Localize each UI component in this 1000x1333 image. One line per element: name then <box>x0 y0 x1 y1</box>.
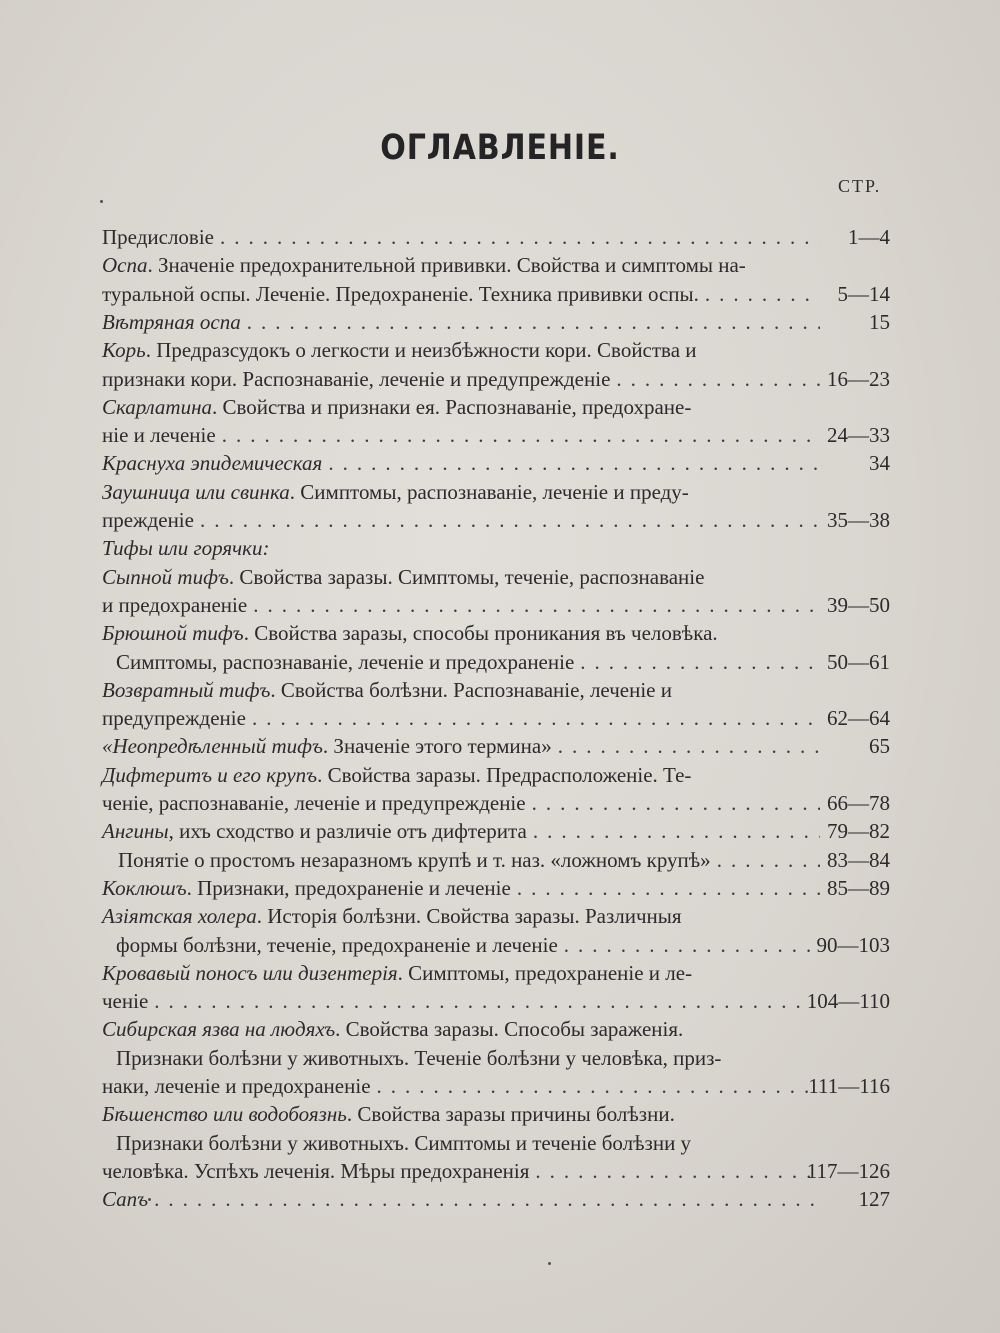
toc-line-text <box>102 816 527 846</box>
toc-page-number: 127 <box>858 1187 890 1212</box>
toc-entry-description: . Свойства заразы, способы проникания въ человѣка. <box>243 621 718 646</box>
toc-entry-description: . Свойства заразы. Способы зараженія. <box>335 1017 684 1042</box>
toc-line <box>102 816 830 846</box>
toc-line <box>102 788 830 818</box>
toc-line-text <box>102 222 214 252</box>
toc-page-number: 104—110 <box>806 989 890 1014</box>
toc-line <box>102 873 830 903</box>
toc-entry-description: Предисловіе <box>102 225 215 249</box>
toc-line-text <box>102 448 322 478</box>
toc-entry-title: Скарлатина <box>102 394 213 419</box>
toc-entry-description: ченіе <box>102 989 149 1014</box>
toc-line <box>102 279 830 309</box>
toc-entry-description: , ихъ сходство и различіе отъ дифтерита <box>168 819 527 844</box>
toc-page-number: 111—116 <box>808 1074 890 1098</box>
toc-page-number: 39—50 <box>827 592 890 617</box>
toc-page-number: 83—84 <box>827 847 890 872</box>
toc-line <box>102 731 830 761</box>
toc-entry-title: Заушница или свинка <box>102 479 290 504</box>
toc-line-text <box>102 590 247 620</box>
toc-page-number: 65 <box>869 734 890 759</box>
toc-page-number: 90—103 <box>816 932 890 957</box>
toc-line-text <box>102 307 241 337</box>
toc-entry-description: признаки кори. Распознаваніе, леченіе и предупрежденіе <box>102 366 611 391</box>
toc-entry-title: Вѣтряная оспа <box>102 309 241 334</box>
toc-line <box>102 760 691 790</box>
toc-page-number: 117—126 <box>806 1158 890 1183</box>
toc-entry-description: . Значеніе предохранительной прививки. Свойства и симптомы на- <box>147 253 746 278</box>
toc-entry-description: Симптомы, распознаваніе, леченіе и предохраненіе <box>116 649 575 674</box>
toc-line-text <box>102 901 682 931</box>
toc-page-number: 1—4 <box>848 225 890 249</box>
toc-line <box>102 1184 830 1214</box>
toc-line-text <box>102 1071 371 1101</box>
toc-entry-description: . Предразсудокъ о легкости и неизбѣжности кори. Свойства и <box>145 338 697 363</box>
toc-entry-description: Признаки болѣзни у животныхъ. Симптомы и теченіе болѣзни у <box>116 1130 692 1155</box>
toc-entry-title: Краснуха эпидемическая <box>102 451 323 476</box>
toc-entry-description: наки, леченіе и предохраненіе <box>102 1074 371 1098</box>
toc-line-text <box>102 731 552 761</box>
toc-line <box>102 1071 830 1101</box>
toc-entry-title: Оспа <box>102 253 148 278</box>
toc-entry-title: Кровавый поносъ или дизентерія <box>102 960 398 985</box>
toc-entry-description: . Исторія болѣзни. Свойства заразы. Различныя <box>256 904 682 929</box>
toc-page-number: 16—23 <box>827 366 890 391</box>
toc-line-text <box>102 533 269 563</box>
toc-page-number: 85—89 <box>827 875 890 900</box>
toc-line-text <box>102 958 692 988</box>
toc-line <box>102 477 689 507</box>
print-speck <box>148 1198 151 1201</box>
toc-entry-description: . Свойства заразы. Предрасположеніе. Те- <box>317 762 692 787</box>
toc-line-text <box>102 618 718 648</box>
toc-line-text <box>102 364 610 394</box>
toc-entry-title: Возвратный тифъ <box>102 677 271 702</box>
toc-entry-title: Азіятская холера <box>102 904 257 929</box>
toc-line <box>102 986 830 1016</box>
toc-line-text <box>102 986 148 1016</box>
toc-entry-title: Сибирская язва на людяхъ <box>102 1017 336 1042</box>
toc-entry-description: . Свойства болѣзни. Распознаваніе, леченіе и <box>270 677 672 702</box>
toc-entry-description: ченіе, распознаваніе, леченіе и предупрежденіе <box>102 791 526 815</box>
toc-line <box>102 505 830 535</box>
toc-line <box>116 930 830 960</box>
toc-entry-title: Коклюшъ <box>102 875 187 900</box>
toc-line-text <box>102 279 699 309</box>
toc-line <box>102 392 691 422</box>
toc-line <box>102 448 830 478</box>
toc-line <box>102 1156 830 1186</box>
toc-line <box>102 958 692 988</box>
toc-entry-title: Ангины <box>102 819 169 844</box>
toc-entry-title: Сапъ <box>102 1187 149 1212</box>
toc-entry-description: . Свойства заразы. Симптомы, теченіе, распознаваніе <box>228 564 705 589</box>
toc-line-text <box>102 760 691 790</box>
toc-page-number: 15 <box>869 309 890 334</box>
toc-entry-description: . Свойства заразы причины болѣзни. <box>346 1102 675 1127</box>
toc-entry-description: прежденіе <box>102 508 194 532</box>
toc-entry-description: . Признаки, предохраненіе и леченіе <box>186 875 511 900</box>
toc-line-text <box>102 335 697 365</box>
print-speck <box>548 1262 551 1265</box>
toc-entry-title: Бѣшенство или водобоязнь <box>102 1102 347 1127</box>
toc-entry-description: и предохраненіе <box>102 592 248 617</box>
toc-line <box>102 364 830 394</box>
leader-dots <box>154 1184 820 1214</box>
toc-line <box>102 307 830 337</box>
page-column-label: СТР. <box>838 176 882 196</box>
toc-line <box>102 675 672 705</box>
toc-page-number: 62—64 <box>827 706 890 731</box>
toc-entry-title: Брюшной тифъ <box>102 621 244 646</box>
toc-entry-title: Сыпной тифъ <box>102 564 229 589</box>
toc-line <box>102 901 682 931</box>
toc-entry-description: . Значеніе этого термина» <box>322 734 552 759</box>
toc-entry-description: . Симптомы, предохраненіе и ле- <box>397 960 693 985</box>
toc-entry-title: «Неопредѣленный тифъ <box>102 734 323 759</box>
toc-line <box>118 845 830 875</box>
toc-line-text <box>116 1043 721 1073</box>
toc-page-number: 24—33 <box>827 423 890 448</box>
toc-page-number: 50—61 <box>827 649 890 674</box>
toc-line <box>102 335 697 365</box>
toc-entry-description: Понятіе о простомъ незаразномъ крупѣ и т. наз. «ложномъ крупѣ» <box>118 847 711 872</box>
toc-entry-title: Дифтеритъ и его крупъ <box>102 762 318 787</box>
toc-entry-description: Признаки болѣзни у животныхъ. Теченіе болѣзни у человѣка, приз- <box>116 1045 722 1070</box>
toc-line-text <box>118 845 711 875</box>
toc-page-number: 5—14 <box>837 281 890 306</box>
toc-entry-description: человѣка. Успѣхъ леченія. Мѣры предохраненія <box>102 1158 530 1183</box>
toc-line <box>102 222 830 252</box>
toc-line <box>116 1043 721 1073</box>
toc-line <box>102 533 269 563</box>
toc-line <box>102 1099 675 1129</box>
toc-line-text <box>102 1099 675 1129</box>
toc-line-text <box>102 420 216 450</box>
toc-entry-description: . Симптомы, распознаваніе, леченіе и преду- <box>289 479 689 504</box>
toc-line <box>102 420 830 450</box>
toc-entry-description: туральной оспы. Леченіе. Предохраненіе. Техника прививки оспы. <box>102 281 699 306</box>
toc-line <box>102 618 718 648</box>
toc-line-text <box>102 675 672 705</box>
toc-line-text <box>102 1184 148 1214</box>
toc-line-text <box>102 873 511 903</box>
toc-line-text <box>102 477 689 507</box>
toc-entry-title: Корь <box>102 338 146 363</box>
leader-dots <box>200 505 820 535</box>
toc-page-number: 66—78 <box>827 791 890 815</box>
toc-line <box>102 250 746 280</box>
toc-line <box>102 703 830 733</box>
toc-line-text <box>116 930 558 960</box>
toc-line-text <box>102 1156 529 1186</box>
toc-line-text <box>102 250 746 280</box>
toc-line <box>116 647 830 677</box>
print-speck <box>100 200 103 203</box>
toc-line-text <box>102 1014 683 1044</box>
toc-line-text <box>102 392 691 422</box>
toc-line-text <box>102 562 704 592</box>
toc-line-text <box>116 647 574 677</box>
toc-line-text <box>116 1128 691 1158</box>
toc-line-text <box>102 505 194 535</box>
toc-page-number: 34 <box>869 451 890 476</box>
toc-entry-description: . Свойства и признаки ея. Распознаваніе, предохране- <box>212 394 692 419</box>
toc-page-number: 35—38 <box>827 508 890 532</box>
toc-line <box>102 1014 683 1044</box>
toc-entry-description: ніе и леченіе <box>102 423 216 448</box>
toc-entry-title: Тифы или горячки: <box>102 536 270 561</box>
toc-line-text <box>102 788 526 818</box>
toc-line <box>102 590 830 620</box>
leader-dots <box>154 986 820 1016</box>
toc-line <box>102 562 704 592</box>
toc-line-text <box>102 703 246 733</box>
toc-entry-description: формы болѣзни, теченіе, предохраненіе и леченіе <box>116 932 558 957</box>
toc-entry-description: предупрежденіе <box>102 706 246 731</box>
toc-page-number: 79—82 <box>827 819 890 844</box>
toc-line <box>116 1128 691 1158</box>
page-title: ОГЛАВЛЕНІЕ. <box>380 128 620 168</box>
